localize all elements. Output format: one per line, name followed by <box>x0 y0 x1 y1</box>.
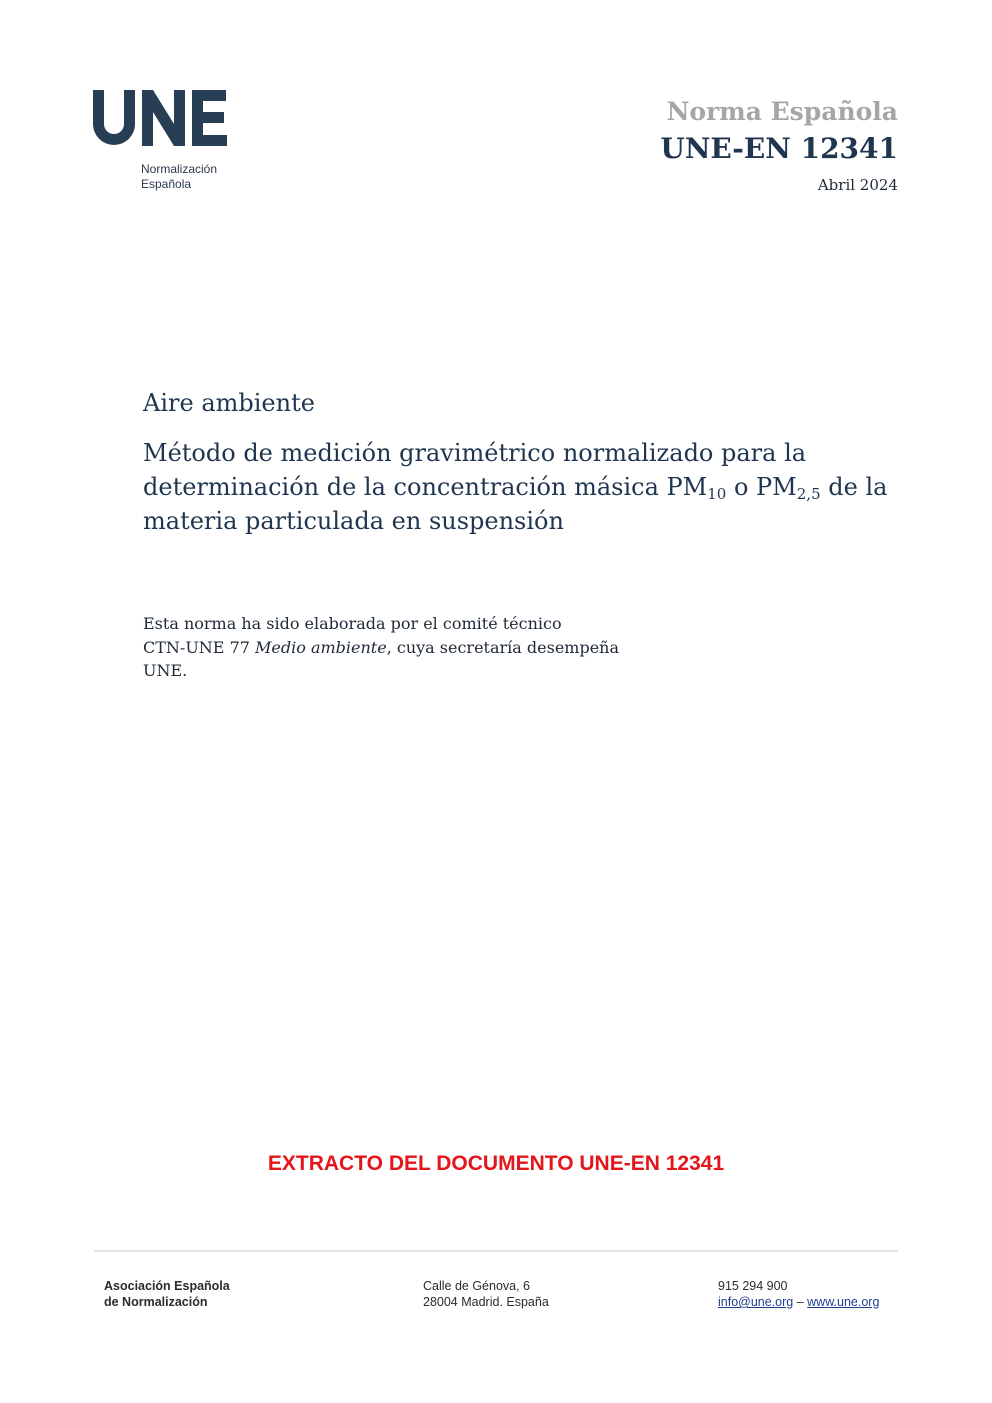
website-link[interactable]: www.une.org <box>807 1295 880 1309</box>
standard-header <box>660 96 898 194</box>
logo-subtitle-line1: Normalización <box>141 162 218 176</box>
title-text-2: o PM <box>726 473 797 501</box>
footer-address-line1: Calle de Génova, 6 <box>423 1279 531 1293</box>
document-subject: Aire ambiente <box>143 389 315 417</box>
footer-links <box>718 1294 879 1310</box>
committee-statement <box>143 612 663 683</box>
footer-address <box>423 1278 549 1310</box>
logo-subtitle-line2: Española <box>141 177 192 191</box>
committee-line-2-suffix: , cuya secretaría desempeña <box>386 637 620 657</box>
norma-code: UNE-EN 12341 <box>660 132 898 165</box>
footer-org-line2: de Normalización <box>104 1295 208 1309</box>
committee-line-2 <box>143 636 663 660</box>
title-subscript-1: 10 <box>707 485 727 503</box>
footer-address-line2: 28004 Madrid. España <box>423 1295 549 1309</box>
committee-code: CTN-UNE 77 <box>143 637 256 657</box>
publication-date: Abril 2024 <box>817 176 898 194</box>
document-title <box>143 436 903 538</box>
logo-subtitle <box>141 162 217 192</box>
footer-org-line1: Asociación Española <box>104 1279 230 1293</box>
committee-name: Medio ambiente <box>255 637 387 657</box>
committee-line-3: UNE. <box>143 661 188 680</box>
title-text-3: de la materia particulada en suspensión <box>143 473 888 535</box>
email-link[interactable]: info@une.org <box>718 1295 794 1309</box>
footer-phone: 915 294 900 <box>718 1279 788 1293</box>
title-text-1: Método de medición gravimétrico normalizado para la determinación de la concentración másica PM <box>143 439 807 501</box>
footer-organization <box>104 1278 230 1310</box>
footer-divider <box>94 1250 898 1252</box>
committee-line-1: Esta norma ha sido elaborada por el comité técnico <box>143 614 562 633</box>
une-logo-mark <box>93 90 227 146</box>
footer-link-separator: – <box>793 1295 808 1309</box>
extract-notice: EXTRACTO DEL DOCUMENTO UNE-EN 12341 <box>267 1152 725 1175</box>
footer-contact <box>718 1278 879 1310</box>
title-subscript-2: 2,5 <box>796 485 821 503</box>
norma-label: Norma Española <box>666 97 898 126</box>
